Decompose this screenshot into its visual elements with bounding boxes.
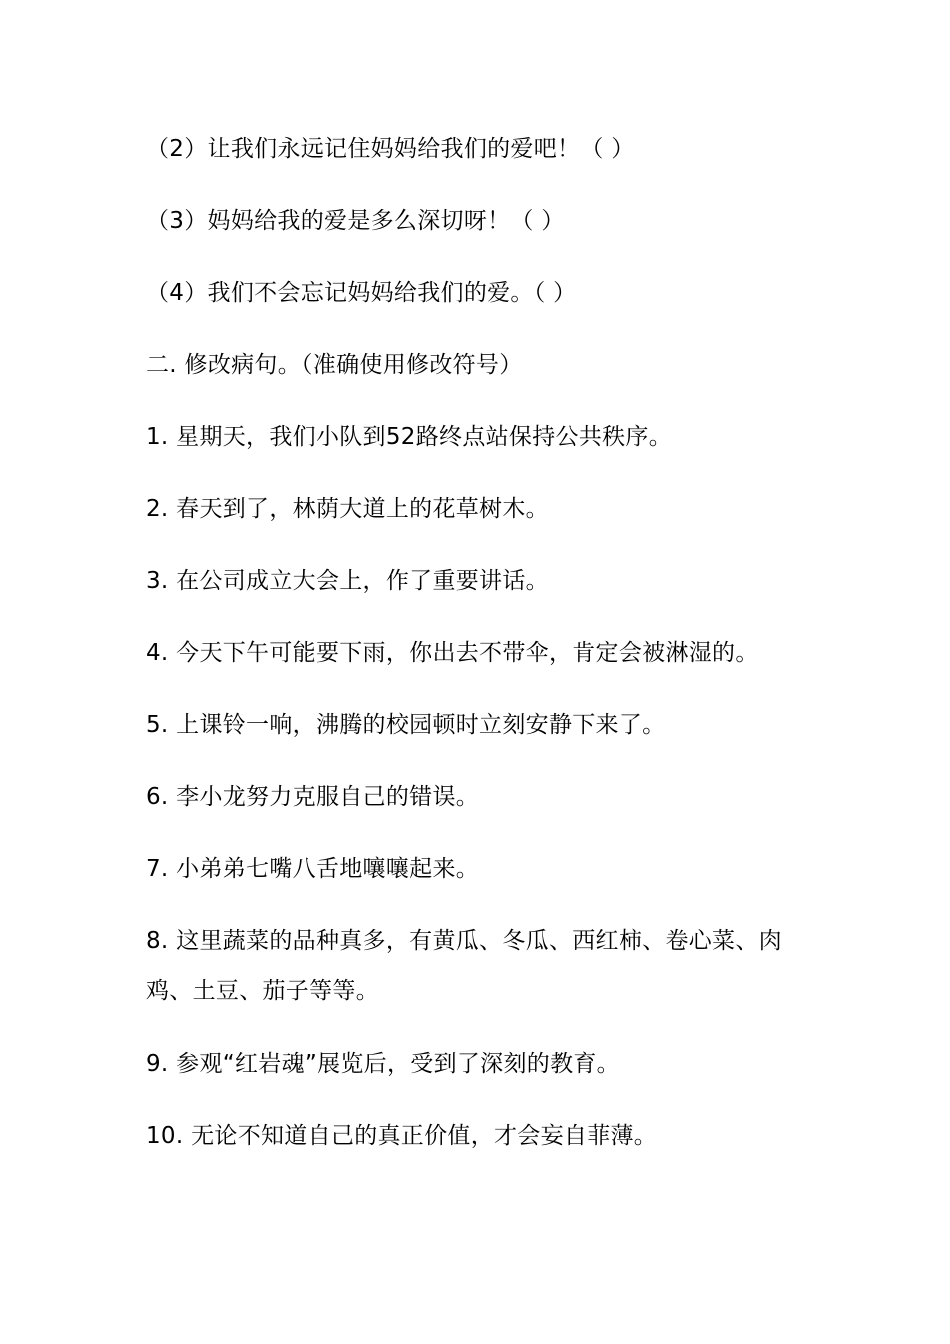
sentence-item-10: 10. 无论不知道自己的真正价值，才会妄自菲薄。 bbox=[146, 1123, 658, 1149]
sentence-item-2: 2. 春天到了，林荫大道上的花草树木。 bbox=[146, 496, 549, 522]
sentence-item-8: 8. 这里蔬菜的品种真多，有黄瓜、冬瓜、西红柿、卷心菜、肉鸡、土豆、茄子等等。 bbox=[146, 928, 782, 1004]
sentence-item-1: 1. 星期天，我们小队到52路终点站保持公共秩序。 bbox=[146, 424, 673, 450]
sentence-item-7: 7. 小弟弟七嘴八舌地嚷嚷起来。 bbox=[146, 856, 480, 882]
sentence-item-4: 4. 今天下午可能要下雨，你出去不带伞，肯定会被淋湿的。 bbox=[146, 640, 759, 666]
question-line-2: （2）让我们永远记住妈妈给我们的爱吧！（ ） bbox=[146, 136, 635, 162]
question-line-3: （3）妈妈给我的爱是多么深切呀！（ ） bbox=[146, 208, 565, 234]
sentence-item-3: 3. 在公司成立大会上，作了重要讲话。 bbox=[146, 568, 549, 594]
section-heading: 二. 修改病句。（准确使用修改符号） bbox=[146, 352, 523, 378]
sentence-item-5: 5. 上课铃一响，沸腾的校园顿时立刻安静下来了。 bbox=[146, 712, 666, 738]
sentence-item-9: 9. 参观“红岩魂”展览后，受到了深刻的教育。 bbox=[146, 1051, 620, 1077]
sentence-item-6: 6. 李小龙努力克服自己的错误。 bbox=[146, 784, 480, 810]
question-line-4: （4）我们不会忘记妈妈给我们的爱。（ ） bbox=[146, 280, 577, 306]
